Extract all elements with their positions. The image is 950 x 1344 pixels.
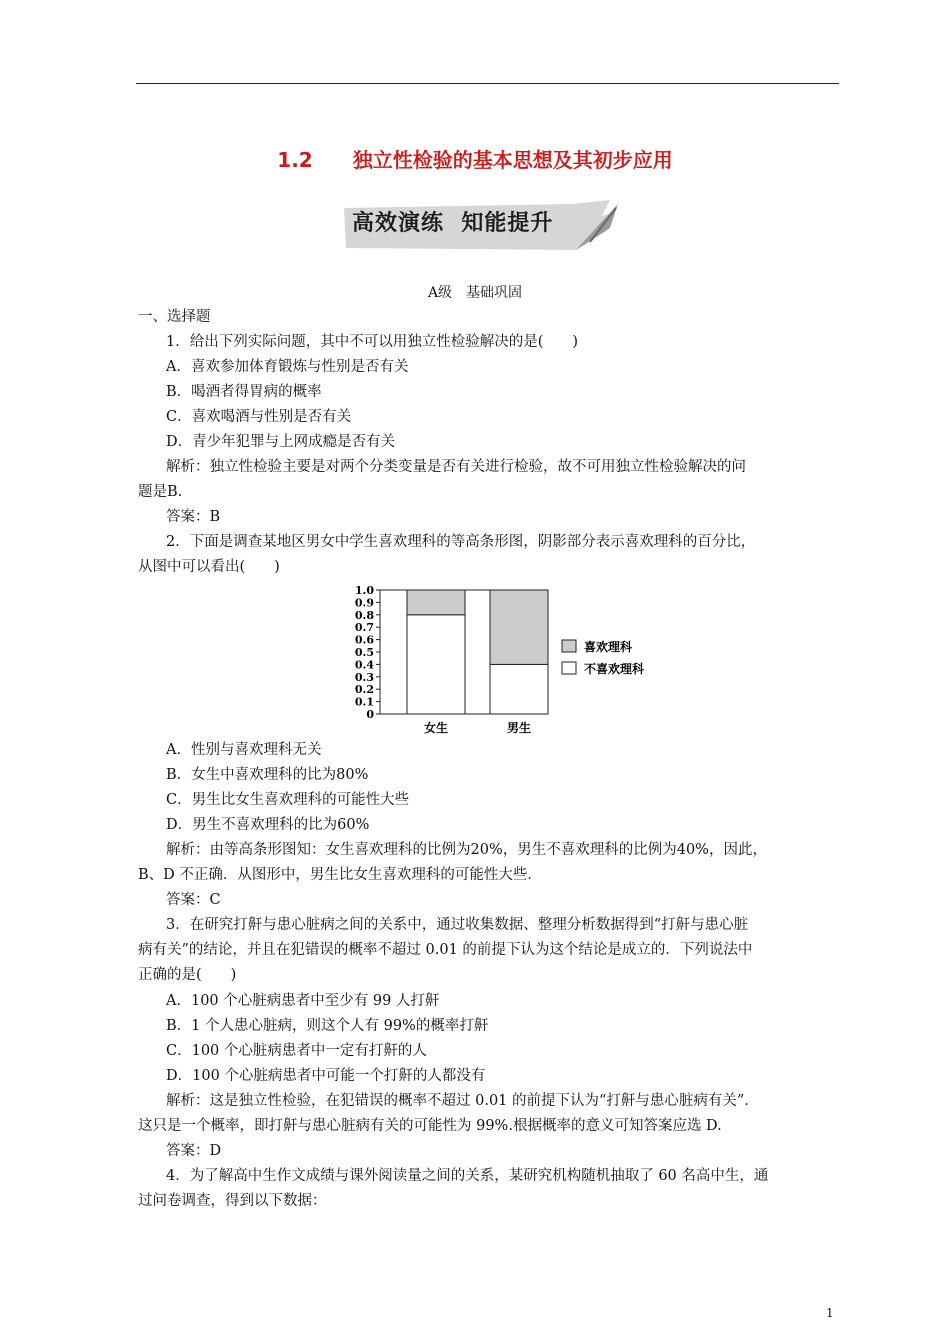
y-tick-label: 0.3 <box>354 670 374 684</box>
section-heading: 一、选择题 <box>138 309 211 325</box>
q1-stem: 1．给出下列实际问题，其中不可以用独立性检验解决的是( ) <box>166 334 579 350</box>
q1-analysis-line1: 解析：独立性检验主要是对两个分类变量是否有关进行检验，故不可用独立性检验解决的问 <box>166 459 746 475</box>
legend-swatch <box>562 640 576 652</box>
q3-answer: 答案：D <box>166 1143 222 1159</box>
q2-answer: 答案：C <box>166 892 221 908</box>
top-rule <box>136 83 839 84</box>
y-tick-label: 1.0 <box>354 584 374 597</box>
q2-option-d: D．男生不喜欢理科的比为60% <box>166 817 370 833</box>
y-tick-label: 0.7 <box>354 621 374 635</box>
q1-option-d: D．青少年犯罪与上网成瘾是否有关 <box>166 434 396 450</box>
bar-segment-female-like <box>407 590 465 615</box>
bar-segment-female-dislike <box>407 615 465 714</box>
q3-analysis-line2: 这只是一个概率，即打鼾与患心脏病有关的可能性为 99%.根据概率的意义可知答案应选 D. <box>138 1118 722 1134</box>
legend-label: 喜欢理科 <box>584 640 633 654</box>
q1-analysis-line2: 题是B. <box>138 484 183 500</box>
legend-swatch <box>562 662 576 674</box>
y-tick-label: 0.5 <box>354 646 374 659</box>
bar-segment-male-like <box>490 590 548 664</box>
q2-option-a: A．性别与喜欢理科无关 <box>166 742 322 758</box>
q1-option-a: A．喜欢参加体育锻炼与性别是否有关 <box>166 359 409 375</box>
y-tick-label: 0.8 <box>354 608 374 622</box>
q3-analysis-line1: 解析：这是独立性检验，在犯错误的概率不超过 0.01 的前提下认为“打鼾与患心脏病有关”． <box>166 1093 759 1109</box>
q4-stem-line2: 过问卷调查，得到以下数据： <box>138 1193 327 1209</box>
q2-option-b: B．女生中喜欢理科的比为80% <box>166 767 369 783</box>
y-tick-label: 0 <box>366 708 374 721</box>
q3-option-c: C．100 个心脏病患者中一定有打鼾的人 <box>166 1043 427 1059</box>
q3-stem-line2: 病有关”的结论，并且在犯错误的概率不超过 0.01 的前提下认为这个结论是成立的．下列说法中 <box>138 942 753 958</box>
q2-analysis-line1: 解析：由等高条形图知：女生喜欢理科的比例为20%，男生不喜欢理科的比例为40%，因此， <box>166 842 767 858</box>
x-category-label: 女生 <box>423 721 449 735</box>
q2-stem-line2: 从图中可以看出( ) <box>138 559 280 575</box>
level-label: A级 基础巩固 <box>427 285 523 301</box>
bar-segment-male-dislike <box>490 664 548 714</box>
banner-text: 高效演练 知能提升 <box>352 211 554 236</box>
banner <box>340 198 620 254</box>
q4-stem-line1: 4．为了解高中生作文成绩与课外阅读量之间的关系，某研究机构随机抽取了 60 名高中生，通 <box>166 1168 769 1184</box>
legend-label: 不喜欢理科 <box>584 662 645 676</box>
y-tick-label: 0.9 <box>354 596 374 610</box>
q2-stem-line1: 2．下面是调查某地区男女中学生喜欢理科的等高条形图，阴影部分表示喜欢理科的百分比， <box>166 534 756 550</box>
q2-option-c: C．男生比女生喜欢理科的可能性大些 <box>166 792 410 808</box>
page-title: 1.2 独立性检验的基本思想及其初步应用 <box>277 148 673 172</box>
y-tick-label: 0.2 <box>354 683 374 697</box>
q2-analysis-line2: B、D 不正确．从图形中，男生比女生喜欢理科的可能性大些． <box>138 867 542 883</box>
q3-stem-line1: 3．在研究打鼾与患心脏病之间的关系中，通过收集数据、整理分析数据得到“打鼾与患心脏 <box>166 917 749 933</box>
y-tick-label: 0.6 <box>354 633 374 647</box>
q1-answer: 答案：B <box>166 509 221 525</box>
q1-option-b: B．喝酒者得胃病的概率 <box>166 384 322 400</box>
q3-option-d: D．100 个心脏病患者中可能一个打鼾的人都没有 <box>166 1068 486 1084</box>
q3-option-a: A．100 个心脏病患者中至少有 99 人打鼾 <box>166 993 440 1009</box>
y-tick-label: 0.1 <box>354 695 374 709</box>
q3-option-b: B．1 个人患心脏病，则这个人有 99%的概率打鼾 <box>166 1018 489 1034</box>
stacked-bar-chart <box>350 582 670 740</box>
q1-option-c: C．喜欢喝酒与性别是否有关 <box>166 409 352 425</box>
x-category-label: 男生 <box>506 721 532 735</box>
page-number: 1 <box>826 1306 834 1320</box>
q3-stem-line3: 正确的是( ) <box>138 967 237 983</box>
y-tick-label: 0.4 <box>354 658 374 672</box>
